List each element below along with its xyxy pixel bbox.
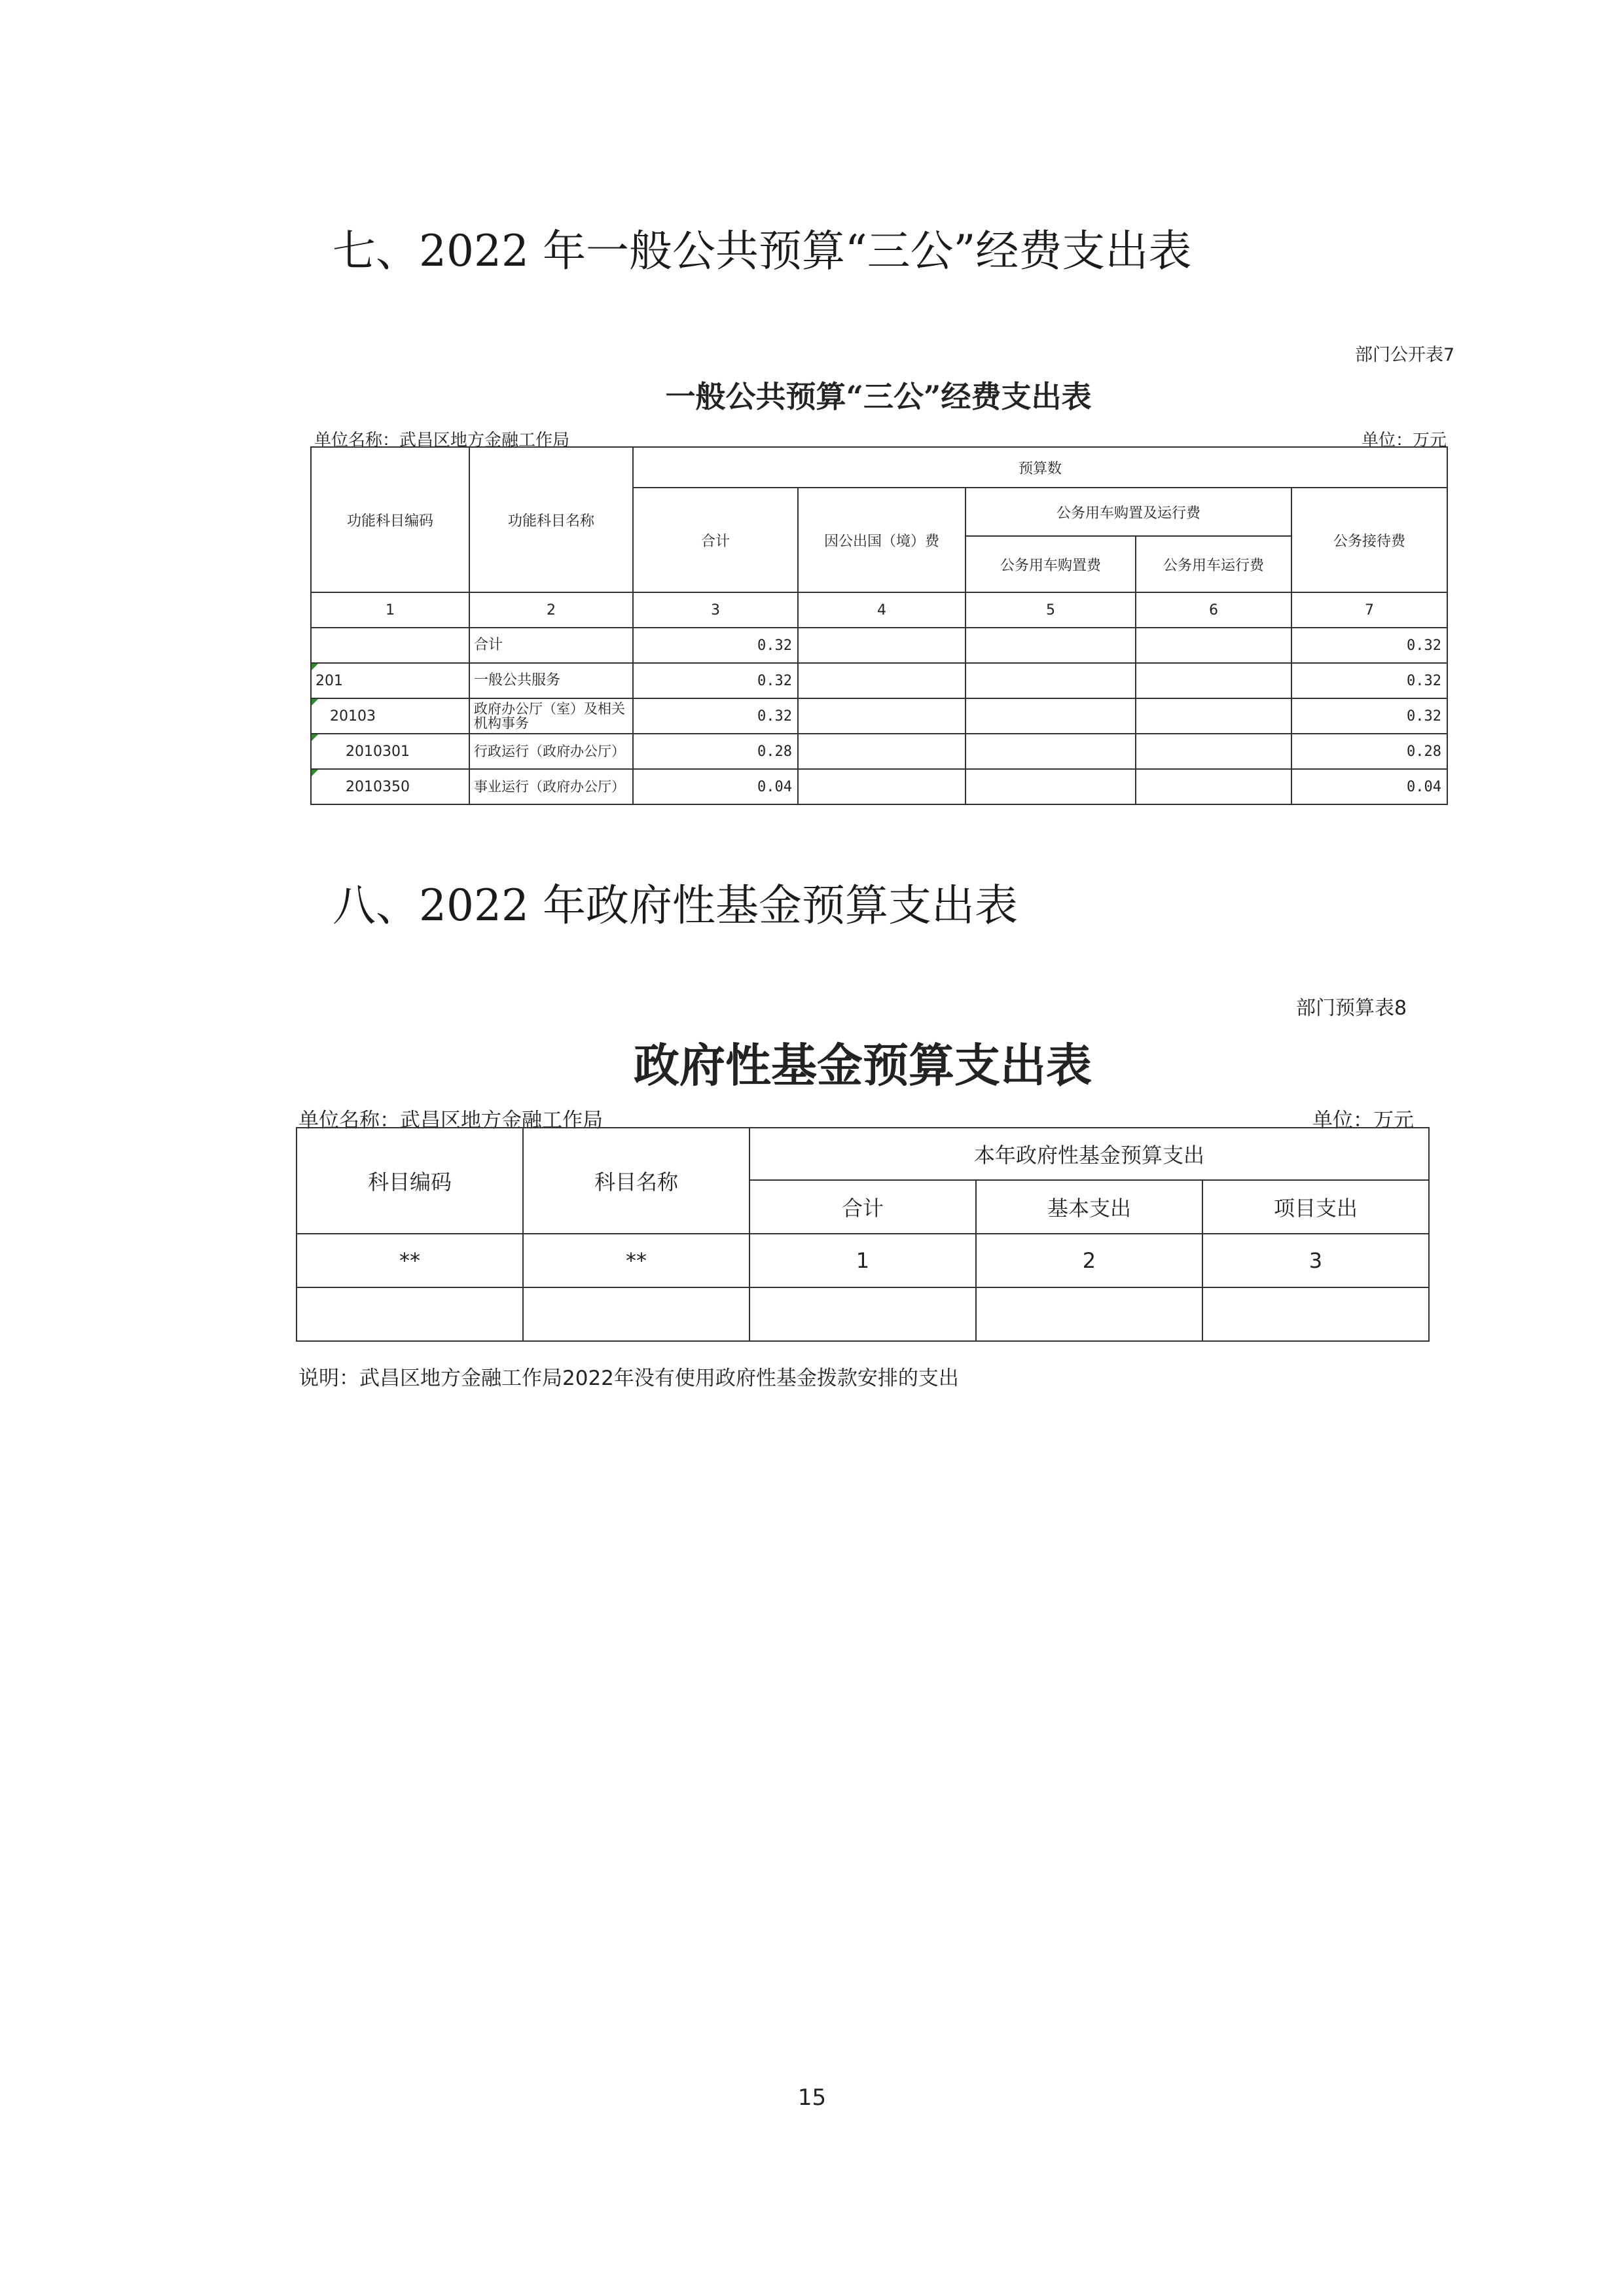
index-cell: ** xyxy=(523,1234,749,1287)
header-total: 合计 xyxy=(633,488,798,592)
page-number: 15 xyxy=(797,2085,827,2111)
section8-heading: 八、2022 年政府性基金预算支出表 xyxy=(333,880,1018,931)
row-name: 合计 xyxy=(469,628,633,663)
header-total: 合计 xyxy=(749,1180,976,1234)
header-name: 功能科目名称 xyxy=(469,447,633,592)
table-row xyxy=(311,734,1447,769)
row-code: 201 xyxy=(311,663,469,698)
header-vehicle: 公务用车购置及运行费 xyxy=(965,488,1291,536)
row-vehicle-run xyxy=(1136,698,1291,734)
row-reception: 0.04 xyxy=(1291,769,1447,804)
row-abroad xyxy=(798,769,965,804)
empty-cell xyxy=(297,1287,523,1341)
section7-form-number: 部门公开表7 xyxy=(1355,345,1455,365)
section8-unit: 单位：万元 xyxy=(1312,1109,1414,1132)
col-number: 5 xyxy=(965,592,1136,628)
row-abroad xyxy=(798,628,965,663)
header-project: 项目支出 xyxy=(1202,1180,1429,1234)
row-total: 0.04 xyxy=(633,769,798,804)
row-abroad xyxy=(798,734,965,769)
row-name: 行政运行（政府办公厅） xyxy=(469,734,633,769)
header-basic: 基本支出 xyxy=(976,1180,1202,1234)
row-vehicle-buy xyxy=(965,698,1136,734)
row-name: 政府办公厅（室）及相关机构事务 xyxy=(469,698,633,734)
index-row xyxy=(297,1234,1429,1287)
col-number: 3 xyxy=(633,592,798,628)
table-row xyxy=(311,698,1447,734)
col-number: 6 xyxy=(1136,592,1291,628)
row-code: 2010301 xyxy=(311,734,469,769)
header-code: 科目编码 xyxy=(297,1128,523,1234)
col-number: 2 xyxy=(469,592,633,628)
section8-table-title: 政府性基金预算支出表 xyxy=(634,1038,1092,1092)
row-reception: 0.32 xyxy=(1291,663,1447,698)
section7-table-title: 一般公共预算“三公”经费支出表 xyxy=(665,379,1092,414)
row-reception: 0.28 xyxy=(1291,734,1447,769)
header-group: 本年政府性基金预算支出 xyxy=(749,1128,1429,1180)
col-number: 1 xyxy=(311,592,469,628)
header-budget: 预算数 xyxy=(633,447,1447,488)
row-total: 0.32 xyxy=(633,628,798,663)
row-total: 0.32 xyxy=(633,698,798,734)
section8-note: 说明：武昌区地方金融工作局2022年没有使用政府性基金拨款安排的支出 xyxy=(298,1367,959,1390)
row-code: 2010350 xyxy=(311,769,469,804)
table-row xyxy=(311,628,1447,663)
government-fund-table xyxy=(296,1127,1430,1342)
section7-unit-name: 单位名称：武昌区地方金融工作局 xyxy=(314,431,570,450)
table-row xyxy=(311,663,1447,698)
row-reception: 0.32 xyxy=(1291,698,1447,734)
row-vehicle-buy xyxy=(965,769,1136,804)
table-row xyxy=(311,769,1447,804)
header-reception: 公务接待费 xyxy=(1291,488,1447,592)
empty-cell xyxy=(976,1287,1202,1341)
row-vehicle-run xyxy=(1136,769,1291,804)
row-vehicle-buy xyxy=(965,628,1136,663)
index-cell: ** xyxy=(297,1234,523,1287)
section7-heading: 七、2022 年一般公共预算“三公”经费支出表 xyxy=(333,226,1192,276)
section8-unit-name: 单位名称：武昌区地方金融工作局 xyxy=(298,1109,603,1132)
row-vehicle-run xyxy=(1136,734,1291,769)
row-total: 0.28 xyxy=(633,734,798,769)
empty-row xyxy=(297,1287,1429,1341)
col-number: 4 xyxy=(798,592,965,628)
three-public-expenses-table xyxy=(310,446,1448,805)
empty-cell xyxy=(1202,1287,1429,1341)
index-cell: 1 xyxy=(749,1234,976,1287)
row-code xyxy=(311,628,469,663)
row-reception: 0.32 xyxy=(1291,628,1447,663)
row-vehicle-buy xyxy=(965,734,1136,769)
header-vehicle-run: 公务用车运行费 xyxy=(1136,536,1291,592)
col-number: 7 xyxy=(1291,592,1447,628)
index-cell: 2 xyxy=(976,1234,1202,1287)
header-vehicle-buy: 公务用车购置费 xyxy=(965,536,1136,592)
row-name: 一般公共服务 xyxy=(469,663,633,698)
empty-cell xyxy=(749,1287,976,1341)
header-name: 科目名称 xyxy=(523,1128,749,1234)
section7-unit: 单位：万元 xyxy=(1361,431,1447,450)
row-name: 事业运行（政府办公厅） xyxy=(469,769,633,804)
row-abroad xyxy=(798,663,965,698)
row-vehicle-run xyxy=(1136,663,1291,698)
row-abroad xyxy=(798,698,965,734)
index-cell: 3 xyxy=(1202,1234,1429,1287)
row-code: 20103 xyxy=(311,698,469,734)
empty-cell xyxy=(523,1287,749,1341)
row-total: 0.32 xyxy=(633,663,798,698)
header-abroad: 因公出国（境）费 xyxy=(798,488,965,592)
row-vehicle-buy xyxy=(965,663,1136,698)
section8-form-number: 部门预算表8 xyxy=(1296,997,1407,1020)
row-vehicle-run xyxy=(1136,628,1291,663)
header-code: 功能科目编码 xyxy=(311,447,469,592)
